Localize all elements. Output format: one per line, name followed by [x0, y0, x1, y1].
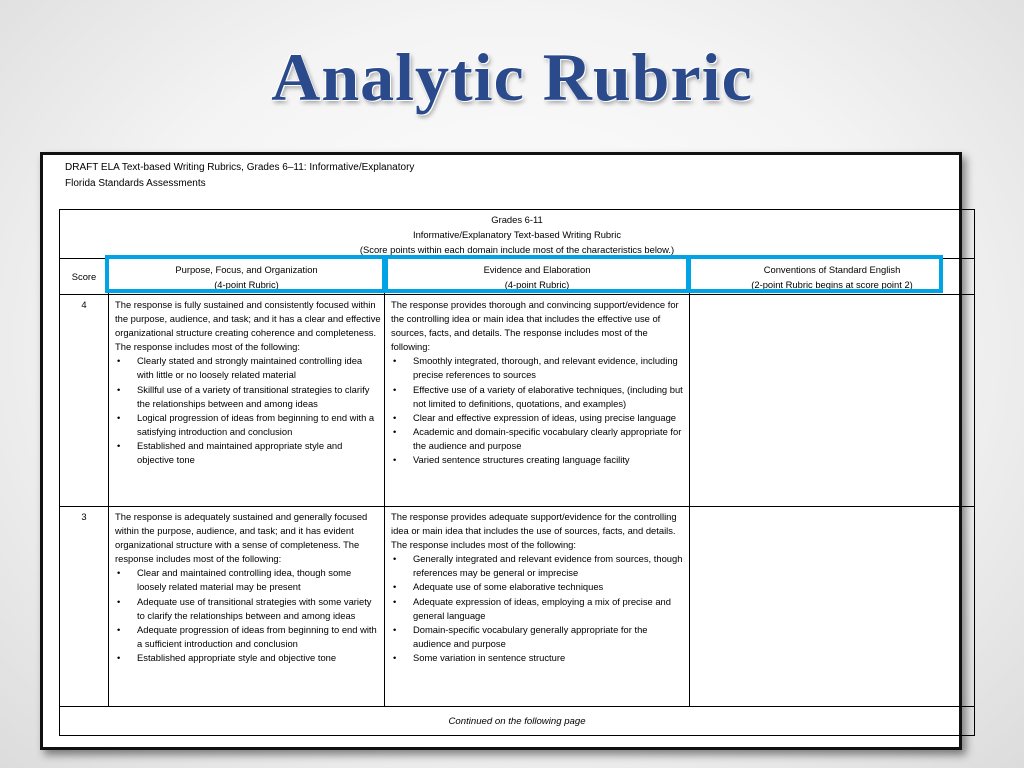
criteria-item: • Clearly stated and strongly maintained controlling idea with little or no loosely related material [137, 354, 381, 382]
criteria-item: • Logical progression of ideas from beginning to end with a satisfying introduction and conclusion [137, 411, 381, 439]
conventions-header-title: Conventions of Standard English [763, 263, 901, 275]
criteria-item: • Clear and maintained controlling idea, though some loosely related material may be present [137, 566, 381, 594]
criteria-item: • Effective use of a variety of elaborative techniques, (including but not limited to definitions, quotations, and examples) [413, 383, 686, 411]
criteria-item: • Smoothly integrated, thorough, and relevant evidence, including precise references to sources [413, 354, 686, 382]
criteria-item: • Skillful use of a variety of transitional strategies to clarify the relationships between and among ideas [137, 383, 381, 411]
description-intro: The response provides thorough and convincing support/evidence for the controlling idea or main idea that includes the effective use of sources, facts, and details. The response includes most of the following: [391, 299, 679, 353]
banner-rubric-name: Informative/Explanatory Text-based Writing Rubric [412, 229, 622, 240]
rubric-document [40, 152, 962, 750]
criteria-item: • Established appropriate style and objective tone [137, 651, 381, 665]
table-banner-row [60, 210, 975, 259]
evidence-column-header [385, 259, 690, 295]
banner-grades: Grades 6-11 [491, 214, 543, 225]
evidence-header-title: Evidence and Elaboration [483, 263, 591, 275]
criteria-item: • Varied sentence structures creating language facility [413, 453, 686, 467]
rubric-table [59, 209, 975, 736]
evidence-description [385, 507, 690, 707]
score-value: 3 [60, 507, 109, 707]
purpose-header-subtitle: (4-point Rubric) [214, 278, 279, 290]
description-intro: The response provides adequate support/evidence for the controlling idea or main idea that includes the use of sources, facts, and details. The response includes most of the following: [391, 511, 677, 551]
criteria-item: • Clear and effective expression of ideas, using precise language [413, 411, 686, 425]
description-intro: The response is adequately sustained and generally focused within the purpose, audience, and task; and it has evident organizational structure with a sense of completeness. The response includes most of the following: [115, 511, 368, 565]
conventions-column-header [690, 259, 975, 295]
document-header-subtitle: Florida Standards Assessments [65, 178, 206, 189]
criteria-item: • Established and maintained appropriate style and objective tone [137, 439, 381, 467]
criteria-item: • Adequate expression of ideas, employing a mix of precise and general language [413, 595, 686, 623]
criteria-item: • Adequate use of some elaborative techniques [413, 580, 686, 594]
criteria-list [115, 354, 381, 467]
table-row [60, 295, 975, 507]
conventions-description [690, 295, 975, 507]
purpose-header-title: Purpose, Focus, and Organization [175, 263, 318, 275]
score-value: 4 [60, 295, 109, 507]
criteria-list [391, 552, 686, 665]
slide-title: Analytic Rubric [271, 39, 753, 115]
conventions-description [690, 507, 975, 707]
table-row [60, 507, 975, 707]
purpose-description [109, 295, 385, 507]
purpose-description [109, 507, 385, 707]
continued-row [60, 707, 975, 736]
column-header-row [60, 259, 975, 295]
criteria-list [115, 566, 381, 665]
table-banner [60, 210, 975, 259]
score-column-header: Score [60, 259, 109, 295]
conventions-header-subtitle: (2-point Rubric begins at score point 2) [751, 278, 913, 290]
criteria-item: • Adequate progression of ideas from beginning to end with a sufficient introduction and conclusion [137, 623, 381, 651]
document-header-title: DRAFT ELA Text-based Writing Rubrics, Grades 6–11: Informative/Explanatory [65, 162, 415, 173]
criteria-item: • Generally integrated and relevant evidence from sources, though references may be general or imprecise [413, 552, 686, 580]
criteria-item: • Academic and domain-specific vocabulary clearly appropriate for the audience and purpose [413, 425, 686, 453]
evidence-header-subtitle: (4-point Rubric) [504, 278, 570, 290]
criteria-item: • Domain-specific vocabulary generally appropriate for the audience and purpose [413, 623, 686, 651]
criteria-item: • Adequate use of transitional strategies with some variety to clarify the relationships between and among ideas [137, 595, 381, 623]
purpose-column-header [109, 259, 385, 295]
criteria-item: • Some variation in sentence structure [413, 651, 686, 665]
continued-note: Continued on the following page [60, 707, 975, 736]
evidence-description [385, 295, 690, 507]
criteria-list [391, 354, 686, 467]
description-intro: The response is fully sustained and consistently focused within the purpose, audience, and task; and it has a clear and effective organizational structure creating coherence and completeness. The response includes most of the following: [115, 299, 381, 353]
banner-note: (Score points within each domain include most of the characteristics below.) [359, 244, 675, 255]
